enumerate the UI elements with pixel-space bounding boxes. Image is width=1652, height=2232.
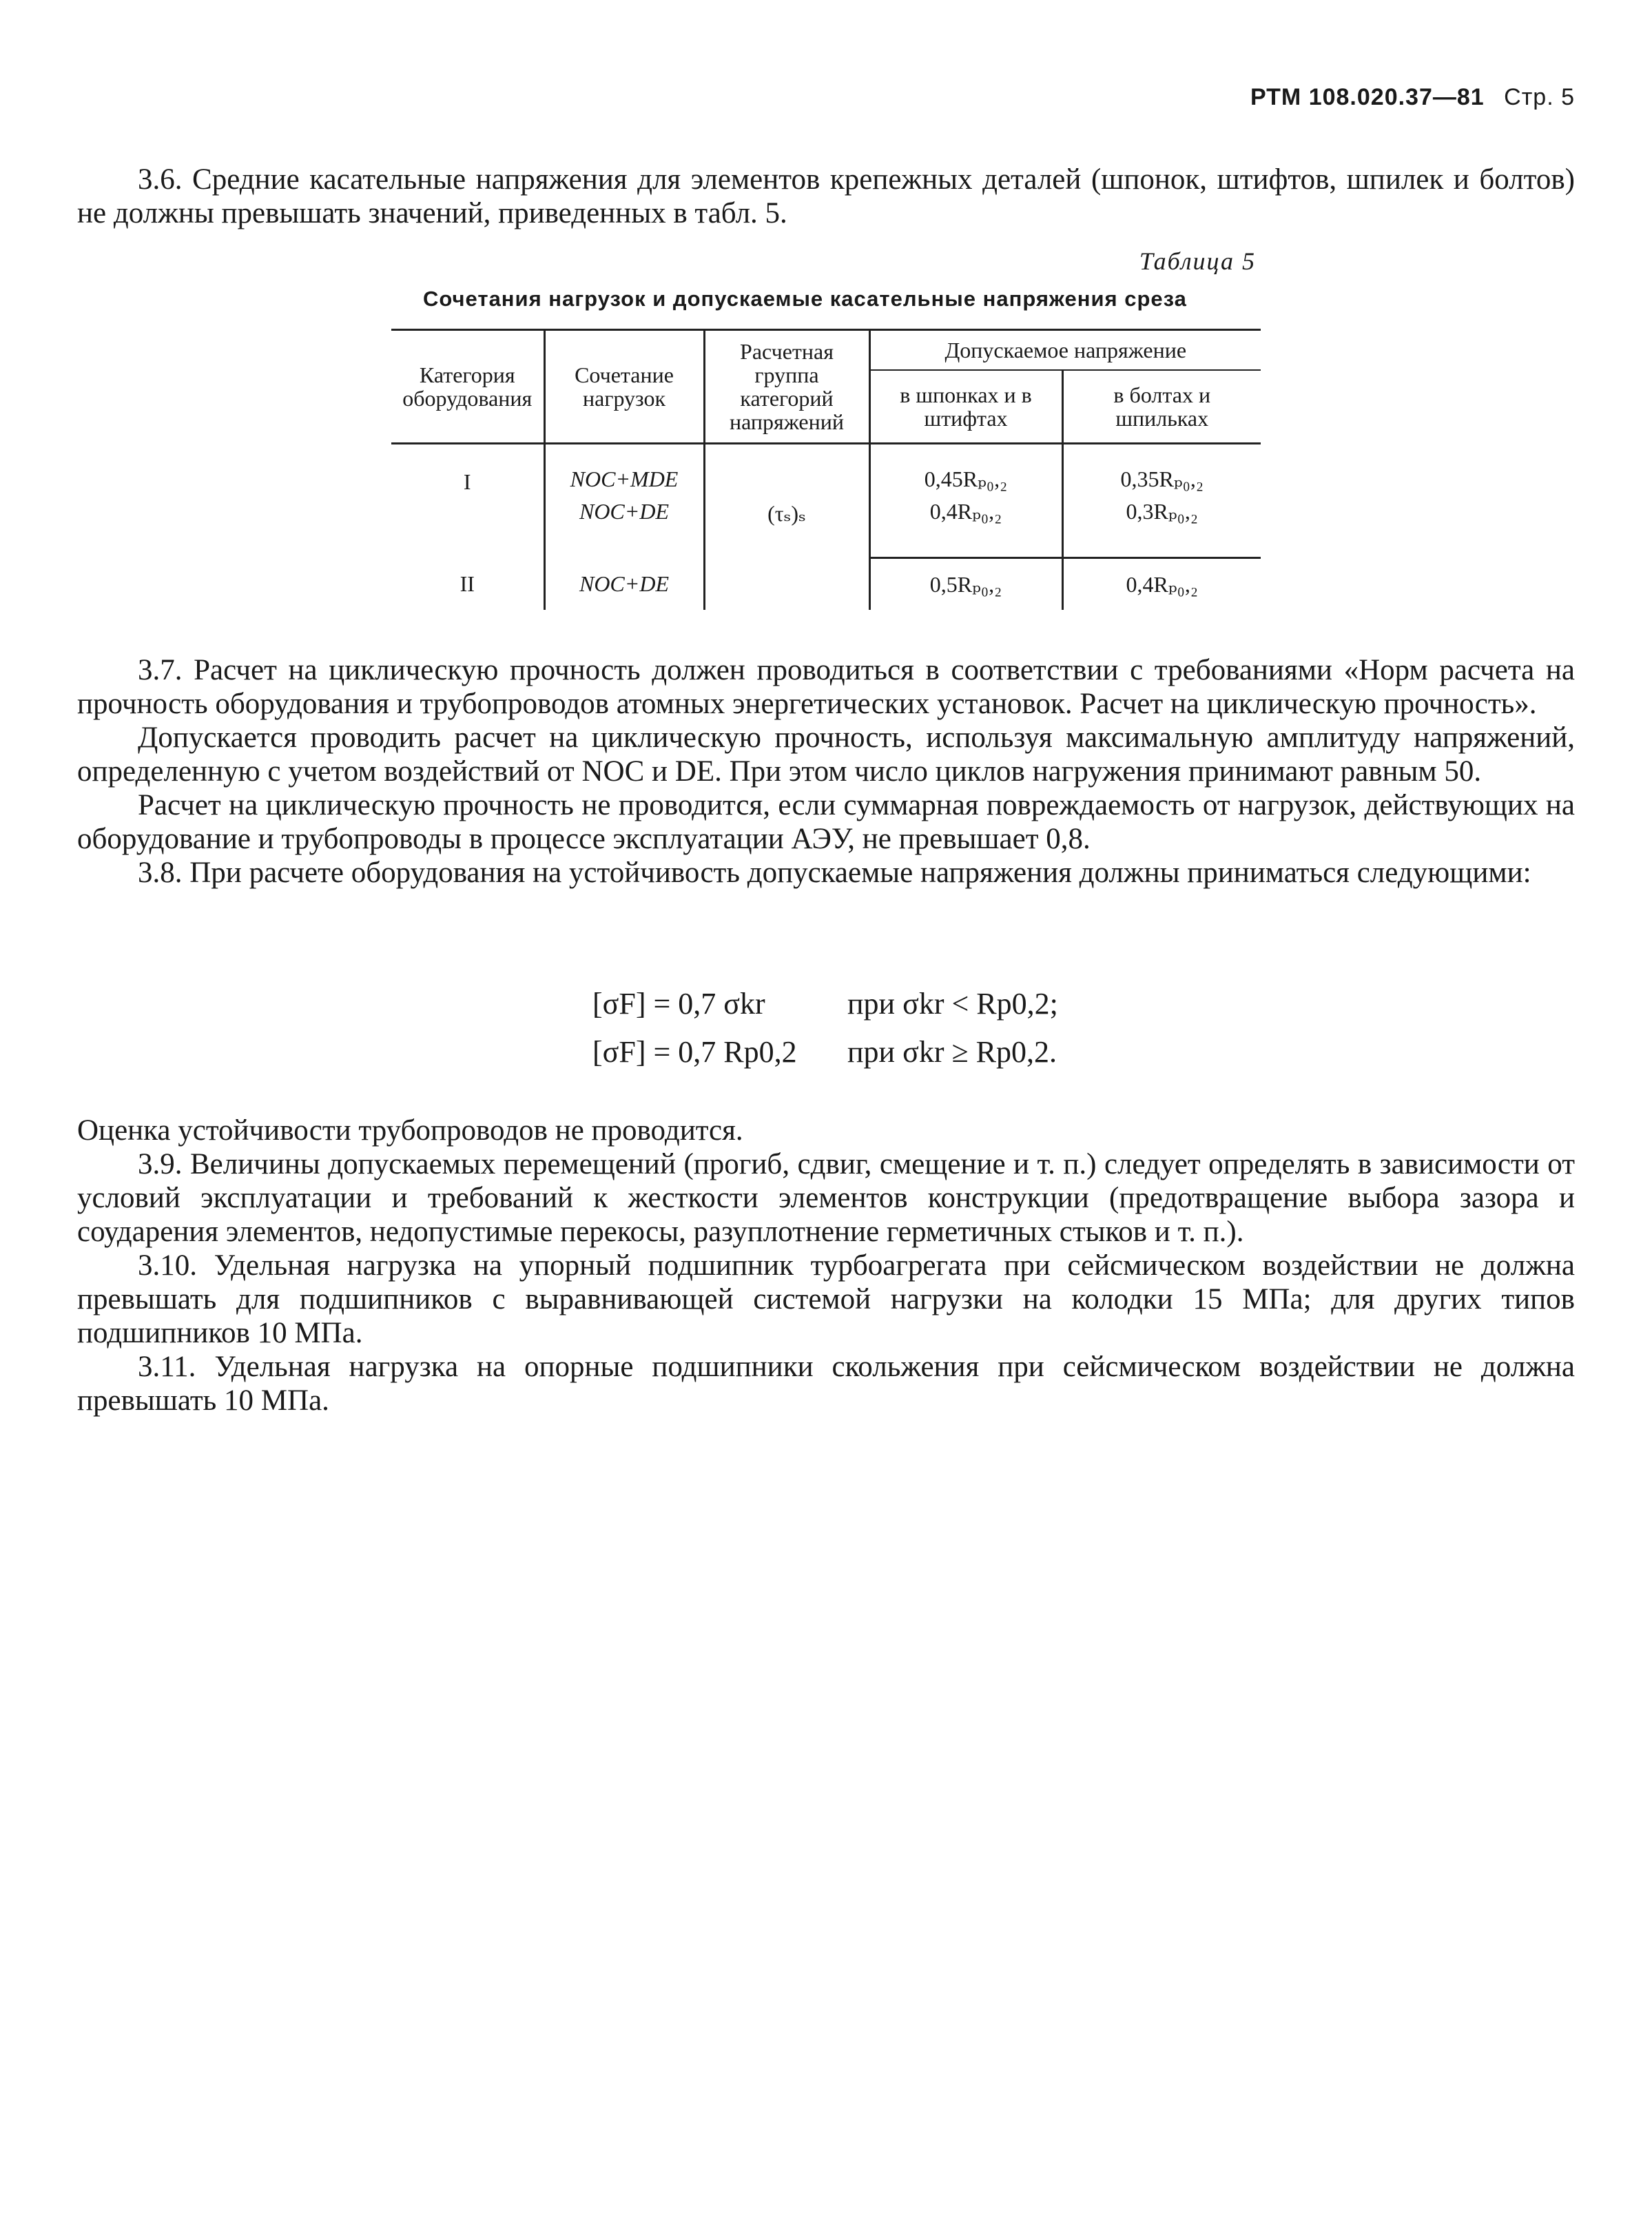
cell-group: (τₛ)ₛ	[704, 444, 869, 611]
paragraph-3-9: 3.9. Величины допускаемых перемещений (прогиб, сдвиг, смещение и т. п.) следует определять в зависимости от условий эксплуатации и требований к жесткости элементов конструкции (предотвращение выбора зазора и соударения элементов, недопустимые перекосы, разуплотнение герметичных стыков и т. п.).	[77, 1148, 1575, 1248]
cell-combination: NOC+DE	[544, 557, 704, 610]
header-allowable: Допускаемое напряжение	[869, 330, 1261, 371]
paragraph-stability: Оценка устойчивости трубопроводов не проводится.	[77, 1114, 743, 1147]
paragraph-3-7: 3.7. Расчет на циклическую прочность должен проводиться в соответствии с требованиями «Норм расчета на прочность оборудования и трубопроводов атомных энергетических установок. Расчет на циклическую прочность».	[77, 654, 1575, 720]
cell-keys: 0,4Rₚ₀,₂	[869, 500, 1062, 557]
section-3-7	[77, 653, 1575, 890]
formula-2-left: [σF] = 0,7 Rp0,2	[592, 1035, 797, 1069]
formula-1-left: [σF] = 0,7 σkr	[592, 987, 765, 1021]
header-combination: Сочетание нагрузок	[544, 330, 704, 444]
section-3-9-3-11	[77, 1114, 1575, 1417]
cell-category: I	[463, 469, 471, 494]
cell-keys: 0,5Rₚ₀,₂	[869, 557, 1062, 610]
page-header	[1250, 84, 1575, 111]
header-group: Расчетная группа категорий напряжений	[704, 330, 869, 444]
formula-1-condition: при σkr < Rp0,2;	[847, 987, 1058, 1021]
formula-2	[592, 1035, 1057, 1069]
paragraph-3-6: 3.6. Средние касательные напряжения для элементов крепежных деталей (шпонок, штифтов, шпилек и болтов) не должны превышать значений, приведенных в табл. 5.	[77, 163, 1575, 229]
paragraph-3-7-cyclic: Допускается проводить расчет на циклическую прочность, используя максимальную амплитуду напряжений, определенную с учетом воздействий от NOC и DE. При этом число циклов нагружения принимают равным 50.	[77, 721, 1575, 788]
cell-combination: NOC+MDE	[544, 444, 704, 500]
document-code: РТМ 108.020.37—81	[1250, 84, 1485, 110]
cell-bolts: 0,4Rₚ₀,₂	[1062, 557, 1261, 610]
allowable-stress-table	[391, 329, 1261, 610]
table-caption: Таблица 5	[1139, 247, 1256, 275]
paragraph-3-11: 3.11. Удельная нагрузка на опорные подшипники скольжения при сейсмическом воздействии не должна превышать 10 МПа.	[77, 1351, 1575, 1417]
page-number: Стр. 5	[1504, 84, 1575, 110]
formula-1	[592, 987, 1058, 1021]
cell-category: II	[460, 571, 475, 596]
cell-bolts: 0,35Rₚ₀,₂	[1062, 444, 1261, 500]
cell-keys: 0,45Rₚ₀,₂	[869, 444, 1062, 500]
paragraph-3-8: 3.8. При расчете оборудования на устойчивость допускаемые напряжения должны приниматься следующими:	[138, 857, 1531, 889]
table-row	[391, 444, 1261, 500]
header-bolts: в болтах и шпильках	[1062, 370, 1261, 444]
header-category: Категория оборудования	[391, 330, 544, 444]
paragraph-3-10: 3.10. Удельная нагрузка на упорный подшипник турбоагрегата при сейсмическом воздействии не должна превышать для подшипников с выравнивающей системой нагрузки на колодки 15 МПа; для других типов подшипников 10 МПа.	[77, 1249, 1575, 1349]
header-keys: в шпонках и в штифтах	[869, 370, 1062, 444]
formula-2-condition: при σkr ≥ Rp0,2.	[847, 1035, 1057, 1069]
section-3-6	[77, 163, 1575, 230]
cell-combination: NOC+DE	[544, 500, 704, 557]
cell-bolts: 0,3Rₚ₀,₂	[1062, 500, 1261, 557]
table-title: Сочетания нагрузок и допускаемые касательные напряжения среза	[423, 287, 1187, 311]
paragraph-3-7-damage: Расчет на циклическую прочность не проводится, если суммарная повреждаемость от нагрузок, действующих на оборудование и трубопроводы в процессе эксплуатации АЭУ, не превышает 0,8.	[77, 789, 1575, 855]
